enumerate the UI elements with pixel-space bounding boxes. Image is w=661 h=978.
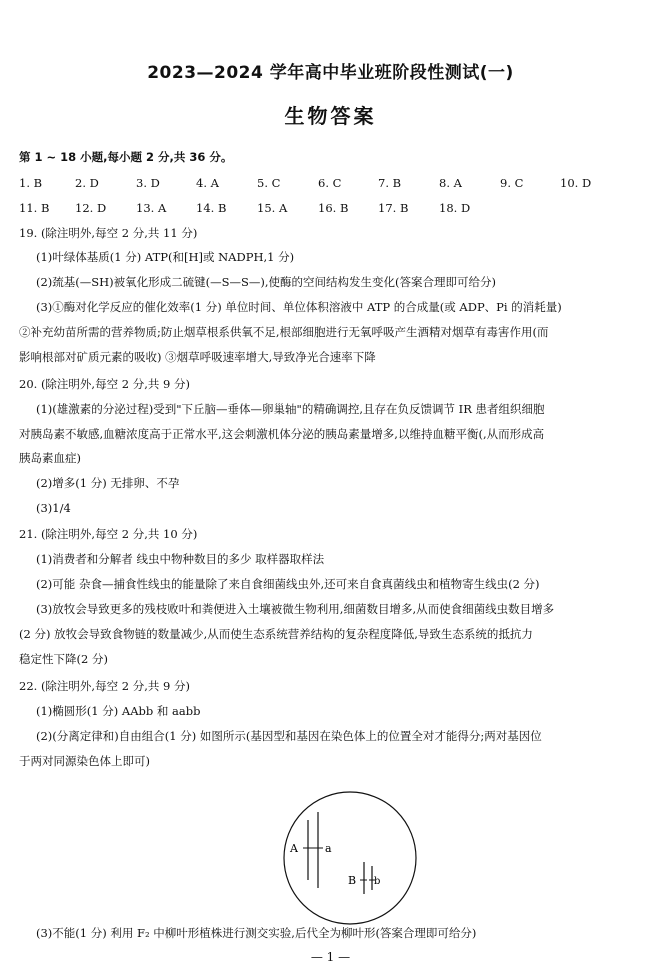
- page-number: — 1 —: [310, 950, 351, 964]
- mc-answer: 13. A: [136, 201, 167, 215]
- mc-answer: 15. A: [257, 201, 288, 215]
- q21-line: (2)可能 杂食—捕食性线虫的能量除了来自食细菌线虫外,还可来自食真菌线虫和植物寄生线虫(2 分): [36, 577, 540, 591]
- q22-heading: 22. (除注明外,每空 2 分,共 9 分): [19, 679, 190, 693]
- q19-line: (1)叶绿体基质(1 分) ATP(和[H]或 NADPH,1 分): [36, 250, 295, 264]
- q21-line: (1)消费者和分解者 线虫中物种数目的多少 取样器取样法: [36, 552, 325, 566]
- q20-line: 对胰岛素不敏感,血糖浓度高于正常水平,这会刺激机体分泌的胰岛素量增多,以维持血糖平衡(,从而形成高: [19, 427, 545, 441]
- mc-answer: 4. A: [196, 176, 219, 190]
- q21-line: (2 分) 放牧会导致食物链的数量减少,从而使生态系统营养结构的复杂程度降低,导致生态系统的抵抗力: [19, 627, 533, 641]
- q19-line: ②补充幼苗所需的营养物质;防止烟草根系供氧不足,根部细胞进行无氧呼吸产生酒精对烟草有毒害作用(而: [19, 325, 549, 339]
- q19-line: 影响根部对矿质元素的吸收) ③烟草呼吸速率增大,导致净光合速率下降: [19, 350, 376, 364]
- q20-line: (2)增多(1 分) 无排卵、不孕: [36, 476, 180, 490]
- mc-answer: 10. D: [560, 176, 592, 190]
- q21-line: 稳定性下降(2 分): [19, 652, 108, 666]
- gene-label-b: b: [374, 876, 381, 887]
- mc-answer: 9. C: [500, 176, 524, 190]
- q20-heading: 20. (除注明外,每空 2 分,共 9 分): [19, 377, 190, 391]
- mc-answer: 14. B: [196, 201, 227, 215]
- mc-answer: 8. A: [439, 176, 462, 190]
- mc-answer: 16. B: [318, 201, 349, 215]
- q20-line: (3)1/4: [36, 501, 71, 515]
- q19-heading: 19. (除注明外,每空 2 分,共 11 分): [19, 226, 198, 240]
- q20-line: 胰岛素血症): [19, 451, 81, 465]
- mc-answer: 6. C: [318, 176, 342, 190]
- mc-answer: 7. B: [378, 176, 402, 190]
- q22-line: (1)椭圆形(1 分) AAbb 和 aabb: [36, 704, 201, 718]
- mc-answer: 11. B: [19, 201, 50, 215]
- page-subtitle: 生物答案: [284, 104, 377, 128]
- q21-line: (3)放牧会导致更多的残枝败叶和粪便进入土壤被微生物利用,细菌数目增多,从而使食细菌线虫数目增多: [36, 602, 555, 616]
- cell-outline: [284, 792, 416, 924]
- mc-answer: 3. D: [136, 176, 160, 190]
- mc-answer: 1. B: [19, 176, 43, 190]
- mc-answer: 17. B: [378, 201, 409, 215]
- q22-line: (2)(分离定律和)自由组合(1 分) 如图所示(基因型和基因在染色体上的位置全对才能得分;两对基因位: [36, 729, 542, 743]
- chromosome-diagram: [270, 790, 430, 930]
- page-title: 2023—2024 学年高中毕业班阶段性测试(一): [147, 63, 514, 83]
- mc-answer: 12. D: [75, 201, 107, 215]
- mc-answer: 5. C: [257, 176, 281, 190]
- gene-label-A: A: [290, 842, 298, 855]
- gene-label-B: B: [348, 874, 357, 887]
- q22-line: 于两对同源染色体上即可): [19, 754, 150, 768]
- q21-heading: 21. (除注明外,每空 2 分,共 10 分): [19, 527, 198, 541]
- q20-line: (1)(雄激素的分泌过程)受到"下丘脑—垂体—卵巢轴"的精确调控,且存在负反馈调节 IR 患者组织细胞: [36, 402, 545, 416]
- mc-answer: 2. D: [75, 176, 99, 190]
- mc-answer: 18. D: [439, 201, 471, 215]
- mc-heading: 第 1 ~ 18 小题,每小题 2 分,共 36 分。: [19, 150, 233, 164]
- q19-line: (3)①酶对化学反应的催化效率(1 分) 单位时间、单位体积溶液中 ATP 的合成量(或 ADP、Pi 的消耗量): [36, 300, 562, 314]
- q19-line: (2)巯基(—SH)被氧化形成二硫键(—S—S—),使酶的空间结构发生变化(答案合理即可给分): [36, 275, 497, 289]
- q22-line: (3)不能(1 分) 利用 F₂ 中柳叶形植株进行测交实验,后代全为柳叶形(答案合理即可给分): [36, 926, 477, 940]
- gene-label-a: a: [325, 842, 332, 855]
